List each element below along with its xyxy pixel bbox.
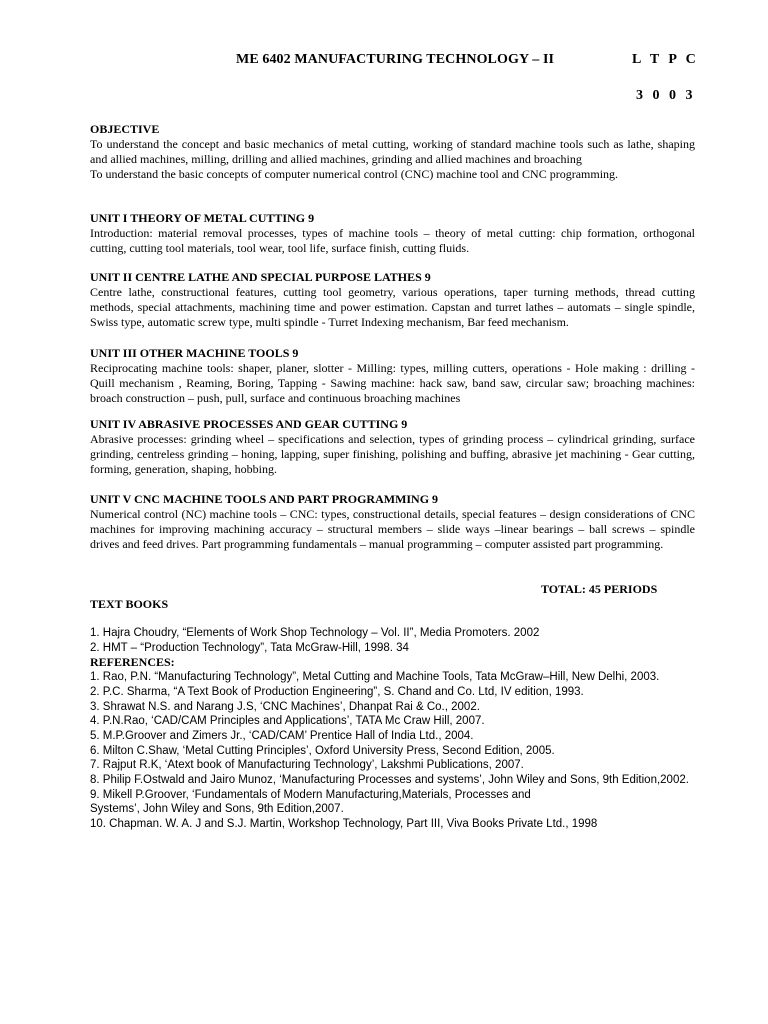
books-and-references — [90, 626, 730, 832]
unit-body: Reciprocating machine tools: shaper, planer, slotter - Milling: types, milling cutters, operations - Hole making : drilling - Quill mechanism , Reaming, Boring, Tapping - Sawing machine: hack saw, band saw, circular saw; broaching machines: broach construction – push, pull, surface and continuous broaching machines — [90, 361, 695, 405]
ltpc-label: L T P C — [632, 52, 699, 67]
reference-item: 3. Shrawat N.S. and Narang J.S, ‘CNC Machines’, Dhanpat Rai & Co., 2002. — [90, 700, 480, 713]
objective-para-2: To understand the basic concepts of computer numerical control (CNC) machine tool and CNC programming. — [90, 167, 619, 181]
reference-item: 7. Rajput R.K, ‘Atext book of Manufacturing Technology’, Lakshmi Publications, 2007. — [90, 759, 524, 772]
unit-body: Abrasive processes: grinding wheel – specifications and selection, types of grinding process – cylindrical grinding, surface grinding, centreless grinding – honing, lapping, super finishing, polishing and buffing, abrasive jet machining - Gear cutting, forming, generation, shaping, hobbing. — [90, 432, 695, 476]
reference-item: 9. Mikell P.Groover, ‘Fundamentals of Modern Manufacturing,Materials, Processes and — [90, 788, 531, 801]
reference-item: 6. Milton C.Shaw, ‘Metal Cutting Principles’, Oxford University Press, Second Edition, 2005. — [90, 744, 555, 757]
unit-3-section — [90, 346, 695, 406]
text-book-item: 1. Hajra Choudry, “Elements of Work Shop Technology – Vol. II”, Media Promoters. 2002 — [90, 627, 540, 639]
unit-1-section — [90, 211, 695, 256]
reference-item: 5. M.P.Groover and Zimers Jr., ‘CAD/CAM’ Prentice Hall of India Ltd., 2004. — [90, 729, 474, 742]
reference-item: 8. Philip F.Ostwald and Jairo Munoz, ‘Manufacturing Processes and systems’, John Wiley and Sons, 9th Edition,2002. — [90, 774, 689, 787]
ltpc-values: 3 0 0 3 — [636, 88, 696, 103]
references-heading: REFERENCES: — [90, 655, 175, 670]
unit-body: Introduction: material removal processes, types of machine tools – theory of metal cutting: chip formation, orthogonal cutting, cutting tool materials, tool wear, tool life, surface finish, cutting fluids. — [90, 226, 695, 255]
reference-item: 2. P.C. Sharma, “A Text Book of Production Engineering”, S. Chand and Co. Ltd, IV edition, 1993. — [90, 685, 584, 698]
reference-item: Systems’, John Wiley and Sons, 9th Edition,2007. — [90, 803, 344, 816]
objective-heading: OBJECTIVE — [90, 122, 160, 136]
reference-item: 4. P.N.Rao, ‘CAD/CAM Principles and Applications’, TATA Mc Craw Hill, 2007. — [90, 715, 485, 728]
unit-heading: UNIT III OTHER MACHINE TOOLS 9 — [90, 346, 299, 360]
unit-body: Numerical control (NC) machine tools – CNC: types, constructional details, special features – design considerations of CNC machines for improving machining accuracy – structural members – slide ways –linear bearings – ball screws – spindle drives and feed drives. Part programming fundamentals – manual programming – computer assisted part programming. — [90, 507, 695, 551]
unit-5-section — [90, 492, 695, 552]
text-book-item: 2. HMT – “Production Technology”, Tata McGraw-Hill, 1998. 34 — [90, 641, 409, 654]
text-books-heading: TEXT BOOKS — [90, 597, 169, 611]
reference-item: 1. Rao, P.N. “Manufacturing Technology”, Metal Cutting and Machine Tools, Tata McGraw–Hill, New Delhi, 2003. — [90, 671, 660, 684]
unit-4-section — [90, 417, 695, 477]
unit-2-section — [90, 270, 695, 330]
total-periods: TOTAL: 45 PERIODS — [541, 582, 658, 596]
unit-heading: UNIT II CENTRE LATHE AND SPECIAL PURPOSE LATHES 9 — [90, 270, 431, 284]
objective-para-1: To understand the concept and basic mechanics of metal cutting, working of standard machine tools such as lathe, shaping and allied machines, milling, drilling and allied machines, grinding and allied machines and broaching — [90, 137, 695, 166]
unit-body: Centre lathe, constructional features, cutting tool geometry, various operations, taper turning methods, thread cutting methods, special attachments, machining time and power estimation. Capstan and turret lathes – automats – single spindle, Swiss type, automatic screw type, multi spindle - Turret Indexing mechanism, Bar feed mechanism. — [90, 285, 695, 329]
unit-heading: UNIT I THEORY OF METAL CUTTING 9 — [90, 211, 315, 225]
unit-heading: UNIT IV ABRASIVE PROCESSES AND GEAR CUTTING 9 — [90, 417, 408, 431]
unit-heading: UNIT V CNC MACHINE TOOLS AND PART PROGRAMMING 9 — [90, 492, 439, 506]
objective-section — [90, 122, 695, 182]
reference-item: 10. Chapman. W. A. J and S.J. Martin, Workshop Technology, Part III, Viva Books Private Ltd., 1998 — [90, 818, 598, 831]
course-title: ME 6402 MANUFACTURING TECHNOLOGY – II — [236, 52, 555, 67]
